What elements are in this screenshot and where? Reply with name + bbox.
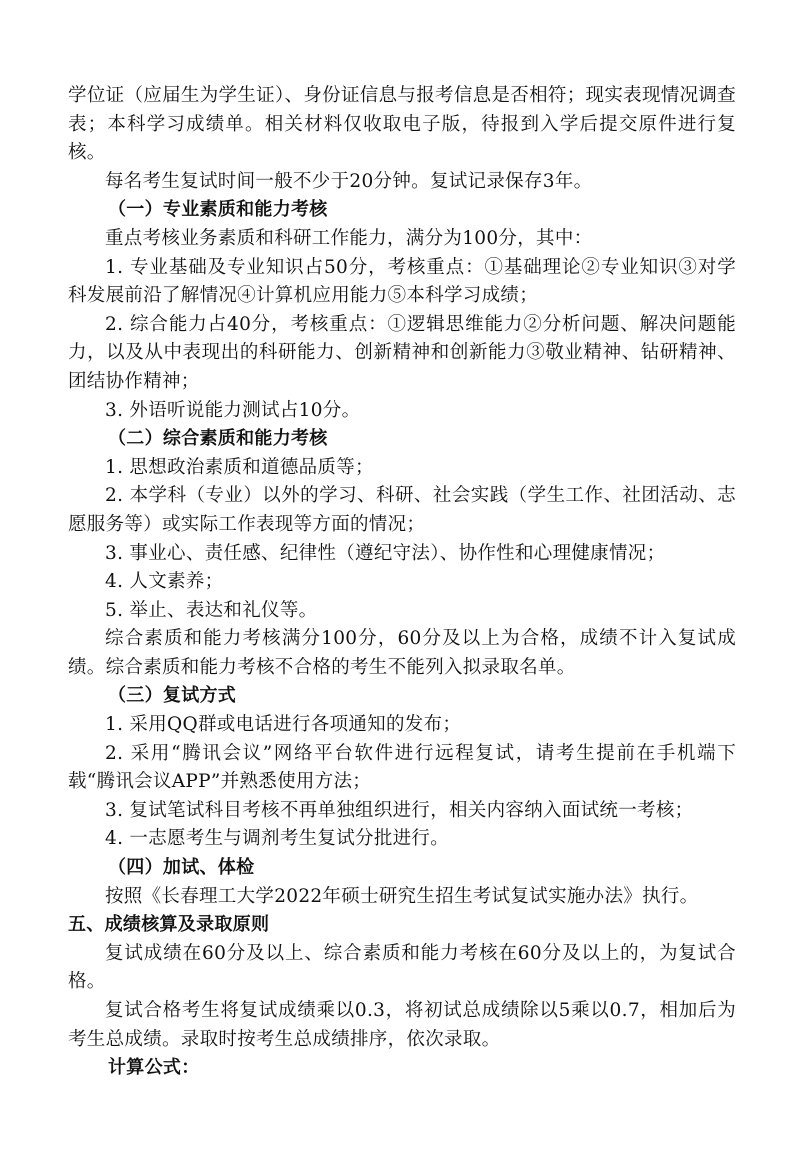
paragraph-comp-3: 3. 事业心、责任感、纪律性（遵纪守法）、协作性和心理健康情况； (105, 542, 666, 564)
paragraph-comp-summary: 综合素质和能力考核满分100分，60分及以上为合格，成绩不计入复试成绩。综合素质和能力考核不合格的考生不能列入拟录取名单。 (68, 628, 736, 678)
paragraph-comp-1: 1. 思想政治素质和道德品质等； (105, 456, 374, 478)
document-body (68, 82, 736, 1083)
paragraph-pass-criteria: 复试成绩在60分及以上、综合素质和能力考核在60分及以上的，为复试合格。 (68, 942, 736, 993)
paragraph-method-1: 1. 采用QQ群或电话进行各项通知的发布； (105, 714, 462, 736)
paragraph-item-3: 3. 外语听说能力测试占10分。 (105, 399, 361, 421)
paragraph-method-4: 4. 一志愿考生与调剂考生复试分批进行。 (105, 828, 450, 850)
paragraph-comp-2: 2. 本学科（专业）以外的学习、科研、社会实践（学生工作、社团活动、志愿服务等）或实际工作表现等方面的情况； (68, 485, 736, 535)
subheading-comprehensive: （二）综合素质和能力考核 (108, 428, 328, 450)
paragraph-interview-duration: 每名考生复试时间一般不少于20分钟。复试记录保存3年。 (105, 170, 593, 192)
paragraph-extra-exam: 按照《长春理工大学2022年硕士研究生招生考试复试实施办法》执行。 (105, 885, 699, 907)
paragraph-item-1: 1. 专业基础及专业知识占50分，考核重点：①基础理论②专业知识③对学科发展前沿了解情况④计算机应用能力⑤本科学习成绩； (68, 256, 736, 307)
paragraph-comp-4: 4. 人文素养； (105, 571, 224, 593)
paragraph-method-3: 3. 复试笔试科目考核不再单独组织进行，相关内容纳入面试统一考核； (105, 799, 694, 821)
paragraph-focus: 重点考核业务素质和科研工作能力，满分为100分，其中： (105, 227, 593, 249)
paragraph-total-score: 复试合格考生将复试成绩乘以0.3，将初试总成绩除以5乘以0.7，相加后为考生总成绩。录取时按考生总成绩排序，依次录取。 (68, 1000, 736, 1050)
paragraph-item-2: 2. 综合能力占40分，考核重点：①逻辑思维能力②分析问题、解决问题能力，以及从中表现出的科研能力、创新精神和创新能力③敬业精神、钻研精神、团结协作精神； (68, 313, 736, 392)
paragraph-comp-5: 5. 举止、表达和礼仪等。 (105, 599, 318, 621)
heading-score-admission: 五、成绩核算及录取原则 (68, 914, 270, 936)
subheading-extra-exam: （四）加试、体检 (108, 857, 255, 879)
subheading-method: （三）复试方式 (108, 685, 237, 707)
subheading-professional: （一）专业素质和能力考核 (108, 199, 328, 221)
subheading-formula: 计算公式： (108, 1057, 200, 1079)
paragraph-method-2: 2. 采用“腾讯会议”网络平台软件进行远程复试，请考生提前在手机端下载“腾讯会议APP”并熟悉使用方法； (68, 742, 736, 793)
paragraph-materials: 学位证（应届生为学生证）、身份证信息与报考信息是否相符；现实表现情况调查表；本科学习成绩单。相关材料仅收取电子版，待报到入学后提交原件进行复核。 (68, 85, 736, 164)
